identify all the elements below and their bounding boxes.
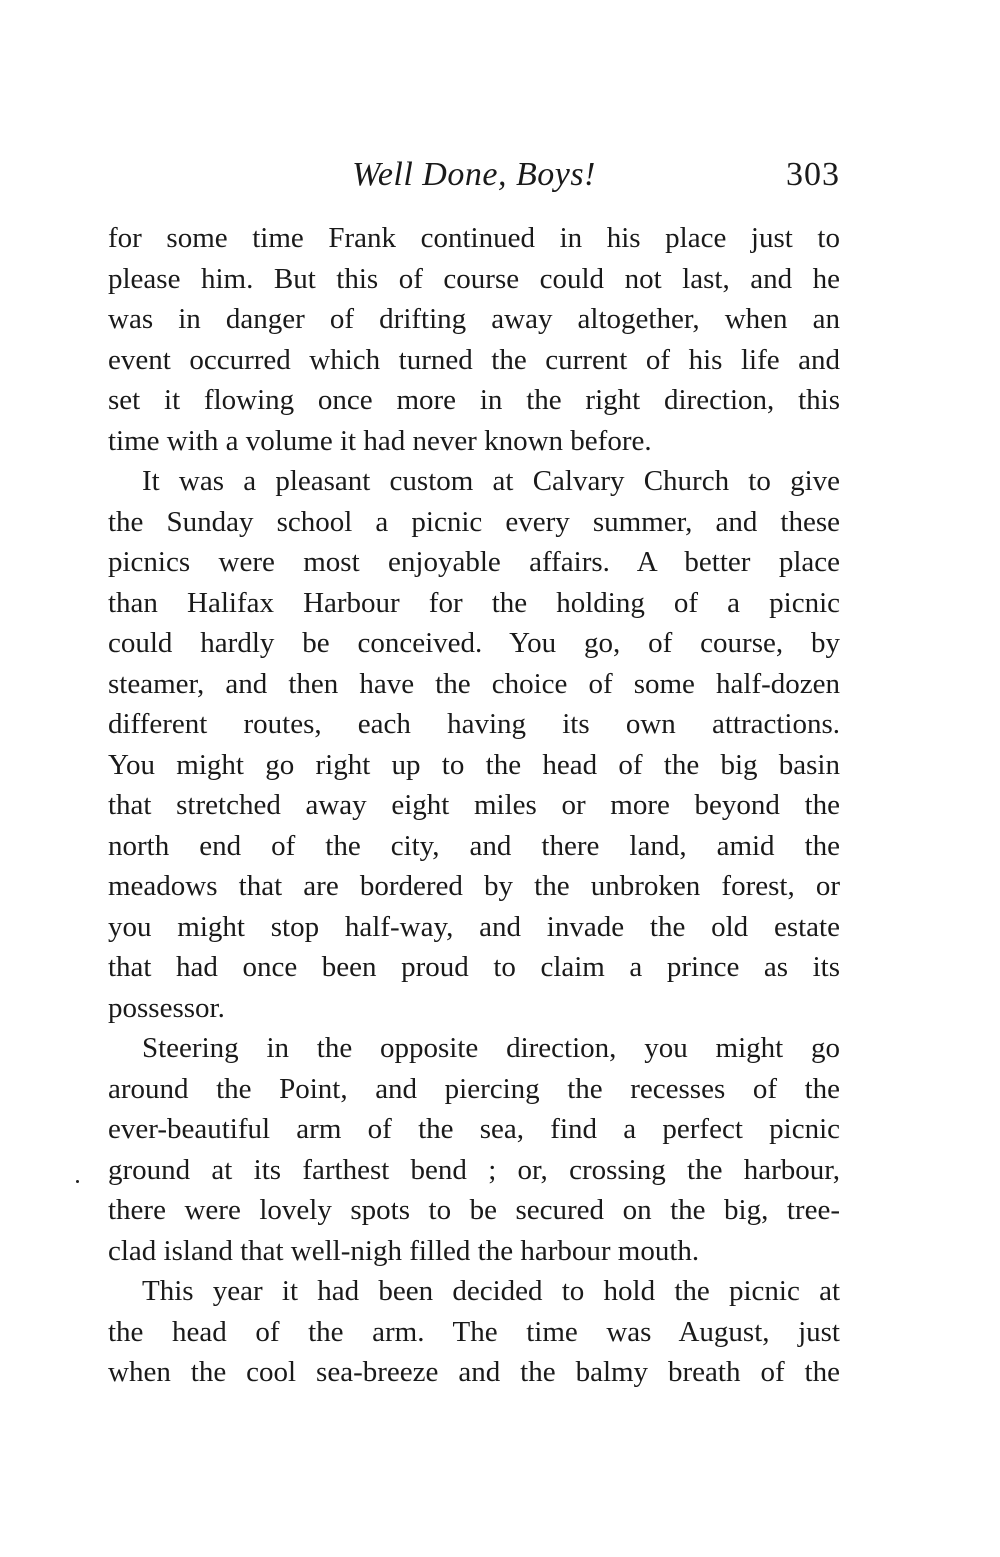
text-line: possessor. <box>108 991 225 1024</box>
text-line: meadows that are bordered by the unbroken forest, or <box>108 870 840 902</box>
text-line: there were lovely spots to be secured on the big, tree- <box>108 1194 840 1226</box>
text-line: that stretched away eight miles or more beyond the <box>108 789 840 821</box>
text-line: north end of the city, and there land, amid the <box>108 829 840 862</box>
text-line: clad island that well-nigh filled the harbour mouth. <box>108 1234 700 1267</box>
text-line: steamer, and then have the choice of some half-dozen <box>108 667 840 700</box>
text-line: picnics were most enjoyable affairs. A better place <box>108 546 840 578</box>
text-line: the head of the arm. The time was August, just <box>108 1315 840 1348</box>
text-line: for some time Frank continued in his place just to <box>108 222 840 254</box>
text-line: when the cool sea-breeze and the balmy breath of the <box>108 1356 840 1388</box>
text-line: around the Point, and piercing the recesses of the <box>108 1072 840 1105</box>
paragraph <box>108 461 840 1028</box>
text-line: Steering in the opposite direction, you might go <box>142 1032 840 1064</box>
text-line: was in danger of drifting away altogether, when an <box>108 303 840 335</box>
body-text <box>108 218 840 1393</box>
text-line: that had once been proud to claim a prince as its <box>108 951 840 983</box>
text-line: could hardly be conceived. You go, of course, by <box>108 627 840 659</box>
running-head <box>108 150 840 200</box>
text-line: please him. But this of course could not last, and he <box>108 262 840 295</box>
text-line: you might stop half-way, and invade the old estate <box>108 910 840 943</box>
text-line: ground at its farthest bend ; or, crossing the harbour, <box>108 1153 840 1186</box>
text-line: set it flowing once more in the right direction, this <box>108 384 840 416</box>
paragraph <box>108 1271 840 1393</box>
stray-ink-mark <box>76 1180 79 1183</box>
text-line: event occurred which turned the current of his life and <box>108 343 840 376</box>
paragraph <box>108 1028 840 1271</box>
text-line: the Sunday school a picnic every summer, and these <box>108 505 840 538</box>
paragraph <box>108 218 840 461</box>
text-line: This year it had been decided to hold the picnic at <box>142 1275 840 1307</box>
text-line: You might go right up to the head of the big basin <box>108 748 840 781</box>
running-title: Well Done, Boys! <box>352 156 596 193</box>
text-line: ever-beautiful arm of the sea, find a perfect picnic <box>108 1113 840 1145</box>
text-line: different routes, each having its own attractions. <box>108 708 840 740</box>
text-line: It was a pleasant custom at Calvary Church to give <box>142 465 840 497</box>
page-number: 303 <box>786 156 840 193</box>
text-line: than Halifax Harbour for the holding of a picnic <box>108 586 840 619</box>
text-line: time with a volume it had never known before. <box>108 424 652 457</box>
